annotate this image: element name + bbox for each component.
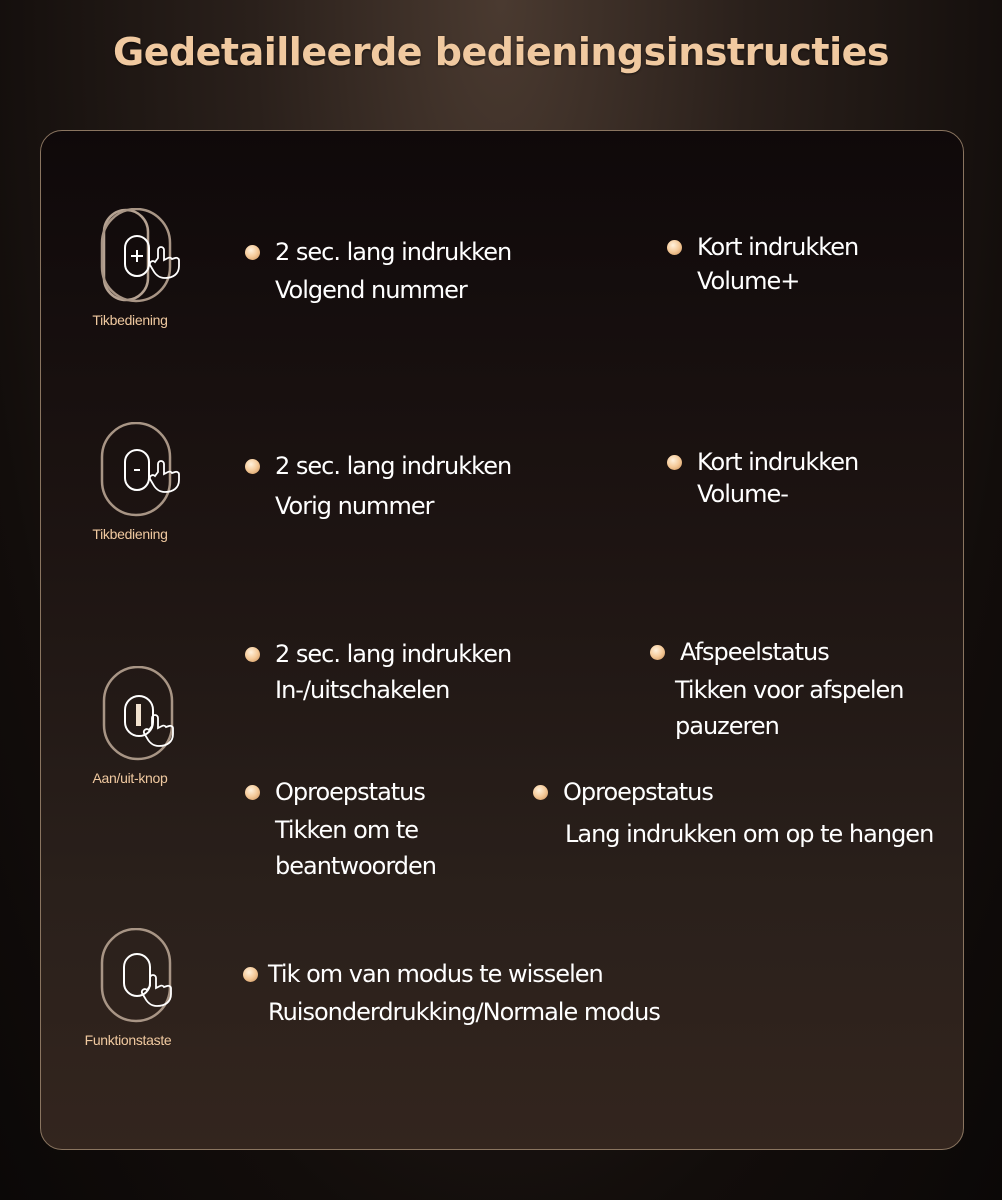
control-function xyxy=(68,928,188,1048)
action-text: Tik om van modus te wisselen xyxy=(268,960,603,988)
action-text: 2 sec. lang indrukken xyxy=(275,452,512,480)
instruction-item xyxy=(245,778,455,884)
action-text: Kort indrukken xyxy=(697,448,859,476)
instruction-item xyxy=(245,238,511,308)
result-text: Tikken om te beantwoorden xyxy=(275,816,436,880)
bullet-dot xyxy=(245,245,260,260)
bullet-dot xyxy=(533,785,548,800)
icon-label: Tikbediening xyxy=(92,312,168,328)
page-title: Gedetailleerde bedieningsinstructies xyxy=(113,30,889,74)
result-text: Volume+ xyxy=(697,267,800,295)
icon-label: Tikbediening xyxy=(92,526,168,542)
bullet-dot xyxy=(667,240,682,255)
bullet-dot xyxy=(245,785,260,800)
bullet-dot xyxy=(650,645,665,660)
instruction-item xyxy=(667,233,858,299)
instruction-item xyxy=(243,960,660,1030)
result-text: Tikken voor afspelen pauzeren xyxy=(675,676,904,740)
plus-button-tap-icon xyxy=(80,208,180,308)
result-text: Volume- xyxy=(697,480,788,508)
power-button-tap-icon xyxy=(80,666,180,766)
result-text: Lang indrukken om op te hangen xyxy=(565,820,934,848)
control-minus xyxy=(70,422,190,542)
bullet-dot xyxy=(245,459,260,474)
bullet-dot xyxy=(667,455,682,470)
result-text: In-/uitschakelen xyxy=(275,676,450,704)
bullet-dot xyxy=(245,647,260,662)
result-text: Vorig nummer xyxy=(275,492,434,520)
instruction-item xyxy=(245,640,511,708)
icon-label: Aan/uit-knop xyxy=(92,770,168,786)
action-text: Afspeelstatus xyxy=(680,638,829,666)
action-text: Kort indrukken xyxy=(697,233,859,261)
instruction-item xyxy=(533,778,933,852)
instruction-item xyxy=(667,448,858,512)
result-text: Volgend nummer xyxy=(275,276,467,304)
result-text: Ruisonderdrukking/Normale modus xyxy=(268,998,660,1026)
control-plus xyxy=(70,208,190,328)
action-text: Oproepstatus xyxy=(563,778,713,806)
icon-label: Funktionstaste xyxy=(84,1032,172,1048)
bullet-dot xyxy=(243,967,258,982)
function-button-tap-icon xyxy=(78,928,178,1028)
control-power xyxy=(70,666,190,786)
action-text: 2 sec. lang indrukken xyxy=(275,640,512,668)
minus-button-tap-icon xyxy=(80,422,180,522)
instruction-item xyxy=(245,452,511,524)
instruction-item xyxy=(650,638,925,744)
action-text: 2 sec. lang indrukken xyxy=(275,238,512,266)
action-text: Oproepstatus xyxy=(275,778,425,806)
